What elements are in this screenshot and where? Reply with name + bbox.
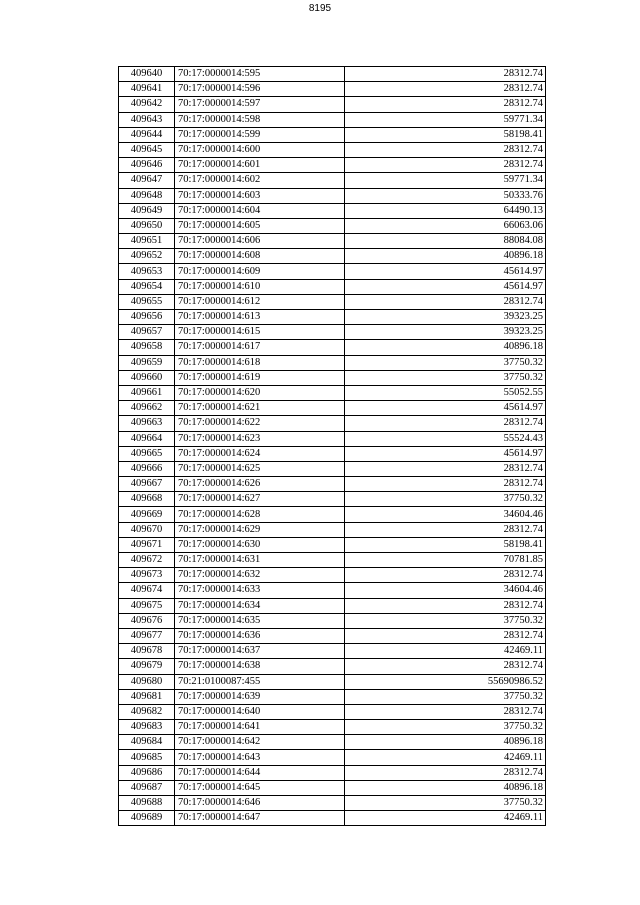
- table-row: [119, 97, 546, 112]
- value-cell: 28312.74: [345, 568, 546, 583]
- value-cell: 45614.97: [345, 279, 546, 294]
- table-row: [119, 796, 546, 811]
- value-cell: 42469.11: [345, 750, 546, 765]
- value-cell: 28312.74: [345, 598, 546, 613]
- value-cell: 64490.13: [345, 203, 546, 218]
- cadastral-number-cell: 70:17:0000014:608: [175, 249, 345, 264]
- table-row: [119, 355, 546, 370]
- cadastral-number-cell: 70:17:0000014:599: [175, 127, 345, 142]
- cadastral-number-cell: 70:17:0000014:598: [175, 112, 345, 127]
- value-cell: 45614.97: [345, 401, 546, 416]
- row-id-cell: 409662: [119, 401, 175, 416]
- row-id-cell: 409664: [119, 431, 175, 446]
- row-id-cell: 409668: [119, 492, 175, 507]
- value-cell: 28312.74: [345, 461, 546, 476]
- table-row: [119, 431, 546, 446]
- value-cell: 28312.74: [345, 477, 546, 492]
- row-id-cell: 409673: [119, 568, 175, 583]
- row-id-cell: 409681: [119, 689, 175, 704]
- value-cell: 55524.43: [345, 431, 546, 446]
- row-id-cell: 409643: [119, 112, 175, 127]
- table-row: [119, 765, 546, 780]
- cadastral-number-cell: 70:17:0000014:619: [175, 370, 345, 385]
- row-id-cell: 409680: [119, 674, 175, 689]
- cadastral-number-cell: 70:17:0000014:627: [175, 492, 345, 507]
- value-cell: 66063.06: [345, 218, 546, 233]
- value-cell: 37750.32: [345, 796, 546, 811]
- value-cell: 37750.32: [345, 689, 546, 704]
- row-id-cell: 409645: [119, 142, 175, 157]
- cadastral-number-cell: 70:17:0000014:624: [175, 446, 345, 461]
- table-row: [119, 416, 546, 431]
- table-row: [119, 492, 546, 507]
- table-row: [119, 644, 546, 659]
- value-cell: 28312.74: [345, 765, 546, 780]
- table-row: [119, 568, 546, 583]
- cadastral-number-cell: 70:17:0000014:628: [175, 507, 345, 522]
- cadastral-number-cell: 70:17:0000014:643: [175, 750, 345, 765]
- cadastral-number-cell: 70:17:0000014:603: [175, 188, 345, 203]
- table-row: [119, 446, 546, 461]
- value-cell: 37750.32: [345, 720, 546, 735]
- value-cell: 28312.74: [345, 294, 546, 309]
- row-id-cell: 409656: [119, 310, 175, 325]
- row-id-cell: 409676: [119, 613, 175, 628]
- cadastral-number-cell: 70:17:0000014:597: [175, 97, 345, 112]
- table-row: [119, 188, 546, 203]
- table-row: [119, 628, 546, 643]
- cadastral-number-cell: 70:17:0000014:596: [175, 82, 345, 97]
- value-cell: 39323.25: [345, 325, 546, 340]
- value-cell: 59771.34: [345, 112, 546, 127]
- value-cell: 45614.97: [345, 446, 546, 461]
- table-row: [119, 279, 546, 294]
- table-row: [119, 598, 546, 613]
- cadastral-number-cell: 70:17:0000014:647: [175, 811, 345, 826]
- value-cell: 50333.76: [345, 188, 546, 203]
- table-row: [119, 659, 546, 674]
- cadastral-number-cell: 70:17:0000014:640: [175, 704, 345, 719]
- data-table: [118, 66, 546, 826]
- table-row: [119, 385, 546, 400]
- row-id-cell: 409686: [119, 765, 175, 780]
- cadastral-number-cell: 70:17:0000014:635: [175, 613, 345, 628]
- row-id-cell: 409666: [119, 461, 175, 476]
- table-row: [119, 142, 546, 157]
- row-id-cell: 409672: [119, 553, 175, 568]
- table-row: [119, 294, 546, 309]
- table-row: [119, 613, 546, 628]
- value-cell: 28312.74: [345, 158, 546, 173]
- table-row: [119, 553, 546, 568]
- row-id-cell: 409647: [119, 173, 175, 188]
- cadastral-number-cell: 70:17:0000014:615: [175, 325, 345, 340]
- value-cell: 28312.74: [345, 82, 546, 97]
- value-cell: 59771.34: [345, 173, 546, 188]
- row-id-cell: 409683: [119, 720, 175, 735]
- table-row: [119, 522, 546, 537]
- value-cell: 28312.74: [345, 522, 546, 537]
- table-row: [119, 249, 546, 264]
- row-id-cell: 409653: [119, 264, 175, 279]
- table-row: [119, 340, 546, 355]
- value-cell: 58198.41: [345, 127, 546, 142]
- value-cell: 45614.97: [345, 264, 546, 279]
- row-id-cell: 409684: [119, 735, 175, 750]
- cadastral-number-cell: 70:21:0100087:455: [175, 674, 345, 689]
- cadastral-number-cell: 70:17:0000014:621: [175, 401, 345, 416]
- value-cell: 55690986.52: [345, 674, 546, 689]
- value-cell: 58198.41: [345, 537, 546, 552]
- table-row: [119, 674, 546, 689]
- value-cell: 28312.74: [345, 659, 546, 674]
- row-id-cell: 409657: [119, 325, 175, 340]
- cadastral-number-cell: 70:17:0000014:618: [175, 355, 345, 370]
- table-row: [119, 477, 546, 492]
- value-cell: 28312.74: [345, 416, 546, 431]
- table-row: [119, 537, 546, 552]
- cadastral-number-cell: 70:17:0000014:638: [175, 659, 345, 674]
- cadastral-number-cell: 70:17:0000014:605: [175, 218, 345, 233]
- row-id-cell: 409660: [119, 370, 175, 385]
- table-row: [119, 218, 546, 233]
- value-cell: 37750.32: [345, 613, 546, 628]
- table-row: [119, 720, 546, 735]
- cadastral-number-cell: 70:17:0000014:642: [175, 735, 345, 750]
- cadastral-number-cell: 70:17:0000014:639: [175, 689, 345, 704]
- table-row: [119, 127, 546, 142]
- value-cell: 40896.18: [345, 340, 546, 355]
- table-body: [119, 67, 546, 826]
- table-row: [119, 750, 546, 765]
- row-id-cell: 409650: [119, 218, 175, 233]
- row-id-cell: 409661: [119, 385, 175, 400]
- cadastral-number-cell: 70:17:0000014:600: [175, 142, 345, 157]
- row-id-cell: 409685: [119, 750, 175, 765]
- value-cell: 42469.11: [345, 811, 546, 826]
- table-row: [119, 811, 546, 826]
- row-id-cell: 409655: [119, 294, 175, 309]
- value-cell: 28312.74: [345, 704, 546, 719]
- table-row: [119, 67, 546, 82]
- table-row: [119, 583, 546, 598]
- row-id-cell: 409671: [119, 537, 175, 552]
- cadastral-number-cell: 70:17:0000014:631: [175, 553, 345, 568]
- table-row: [119, 310, 546, 325]
- table-row: [119, 401, 546, 416]
- row-id-cell: 409654: [119, 279, 175, 294]
- row-id-cell: 409648: [119, 188, 175, 203]
- row-id-cell: 409679: [119, 659, 175, 674]
- cadastral-number-cell: 70:17:0000014:641: [175, 720, 345, 735]
- row-id-cell: 409674: [119, 583, 175, 598]
- cadastral-number-cell: 70:17:0000014:636: [175, 628, 345, 643]
- cadastral-number-cell: 70:17:0000014:606: [175, 234, 345, 249]
- row-id-cell: 409659: [119, 355, 175, 370]
- row-id-cell: 409689: [119, 811, 175, 826]
- row-id-cell: 409641: [119, 82, 175, 97]
- cadastral-number-cell: 70:17:0000014:637: [175, 644, 345, 659]
- value-cell: 88084.08: [345, 234, 546, 249]
- row-id-cell: 409669: [119, 507, 175, 522]
- cadastral-number-cell: 70:17:0000014:604: [175, 203, 345, 218]
- table-row: [119, 689, 546, 704]
- table-row: [119, 325, 546, 340]
- cadastral-number-cell: 70:17:0000014:595: [175, 67, 345, 82]
- cadastral-number-cell: 70:17:0000014:612: [175, 294, 345, 309]
- row-id-cell: 409670: [119, 522, 175, 537]
- row-id-cell: 409665: [119, 446, 175, 461]
- row-id-cell: 409642: [119, 97, 175, 112]
- row-id-cell: 409667: [119, 477, 175, 492]
- value-cell: 39323.25: [345, 310, 546, 325]
- value-cell: 34604.46: [345, 583, 546, 598]
- value-cell: 42469.11: [345, 644, 546, 659]
- row-id-cell: 409687: [119, 780, 175, 795]
- row-id-cell: 409688: [119, 796, 175, 811]
- row-id-cell: 409644: [119, 127, 175, 142]
- value-cell: 28312.74: [345, 142, 546, 157]
- value-cell: 37750.32: [345, 492, 546, 507]
- value-cell: 40896.18: [345, 735, 546, 750]
- table-row: [119, 203, 546, 218]
- cadastral-number-cell: 70:17:0000014:610: [175, 279, 345, 294]
- row-id-cell: 409640: [119, 67, 175, 82]
- cadastral-number-cell: 70:17:0000014:634: [175, 598, 345, 613]
- cadastral-number-cell: 70:17:0000014:617: [175, 340, 345, 355]
- value-cell: 37750.32: [345, 370, 546, 385]
- page-number: 8195: [308, 3, 332, 14]
- row-id-cell: 409649: [119, 203, 175, 218]
- cadastral-number-cell: 70:17:0000014:625: [175, 461, 345, 476]
- value-cell: 55052.55: [345, 385, 546, 400]
- row-id-cell: 409651: [119, 234, 175, 249]
- cadastral-number-cell: 70:17:0000014:633: [175, 583, 345, 598]
- table-row: [119, 704, 546, 719]
- table-row: [119, 780, 546, 795]
- cadastral-number-cell: 70:17:0000014:622: [175, 416, 345, 431]
- table-row: [119, 264, 546, 279]
- row-id-cell: 409658: [119, 340, 175, 355]
- cadastral-number-cell: 70:17:0000014:630: [175, 537, 345, 552]
- cadastral-number-cell: 70:17:0000014:629: [175, 522, 345, 537]
- cadastral-number-cell: 70:17:0000014:626: [175, 477, 345, 492]
- value-cell: 37750.32: [345, 355, 546, 370]
- value-cell: 28312.74: [345, 67, 546, 82]
- row-id-cell: 409663: [119, 416, 175, 431]
- table-row: [119, 735, 546, 750]
- table-row: [119, 112, 546, 127]
- value-cell: 70781.85: [345, 553, 546, 568]
- cadastral-number-cell: 70:17:0000014:620: [175, 385, 345, 400]
- value-cell: 34604.46: [345, 507, 546, 522]
- row-id-cell: 409675: [119, 598, 175, 613]
- table-row: [119, 461, 546, 476]
- cadastral-number-cell: 70:17:0000014:632: [175, 568, 345, 583]
- cadastral-number-cell: 70:17:0000014:646: [175, 796, 345, 811]
- table-row: [119, 158, 546, 173]
- value-cell: 40896.18: [345, 780, 546, 795]
- row-id-cell: 409646: [119, 158, 175, 173]
- value-cell: 28312.74: [345, 628, 546, 643]
- cadastral-number-cell: 70:17:0000014:623: [175, 431, 345, 446]
- row-id-cell: 409678: [119, 644, 175, 659]
- table-row: [119, 82, 546, 97]
- row-id-cell: 409677: [119, 628, 175, 643]
- table-row: [119, 173, 546, 188]
- row-id-cell: 409652: [119, 249, 175, 264]
- table-row: [119, 370, 546, 385]
- cadastral-number-cell: 70:17:0000014:644: [175, 765, 345, 780]
- table-row: [119, 234, 546, 249]
- cadastral-number-cell: 70:17:0000014:602: [175, 173, 345, 188]
- table-row: [119, 507, 546, 522]
- cadastral-number-cell: 70:17:0000014:613: [175, 310, 345, 325]
- value-cell: 40896.18: [345, 249, 546, 264]
- row-id-cell: 409682: [119, 704, 175, 719]
- value-cell: 28312.74: [345, 97, 546, 112]
- cadastral-number-cell: 70:17:0000014:645: [175, 780, 345, 795]
- cadastral-number-cell: 70:17:0000014:601: [175, 158, 345, 173]
- cadastral-number-cell: 70:17:0000014:609: [175, 264, 345, 279]
